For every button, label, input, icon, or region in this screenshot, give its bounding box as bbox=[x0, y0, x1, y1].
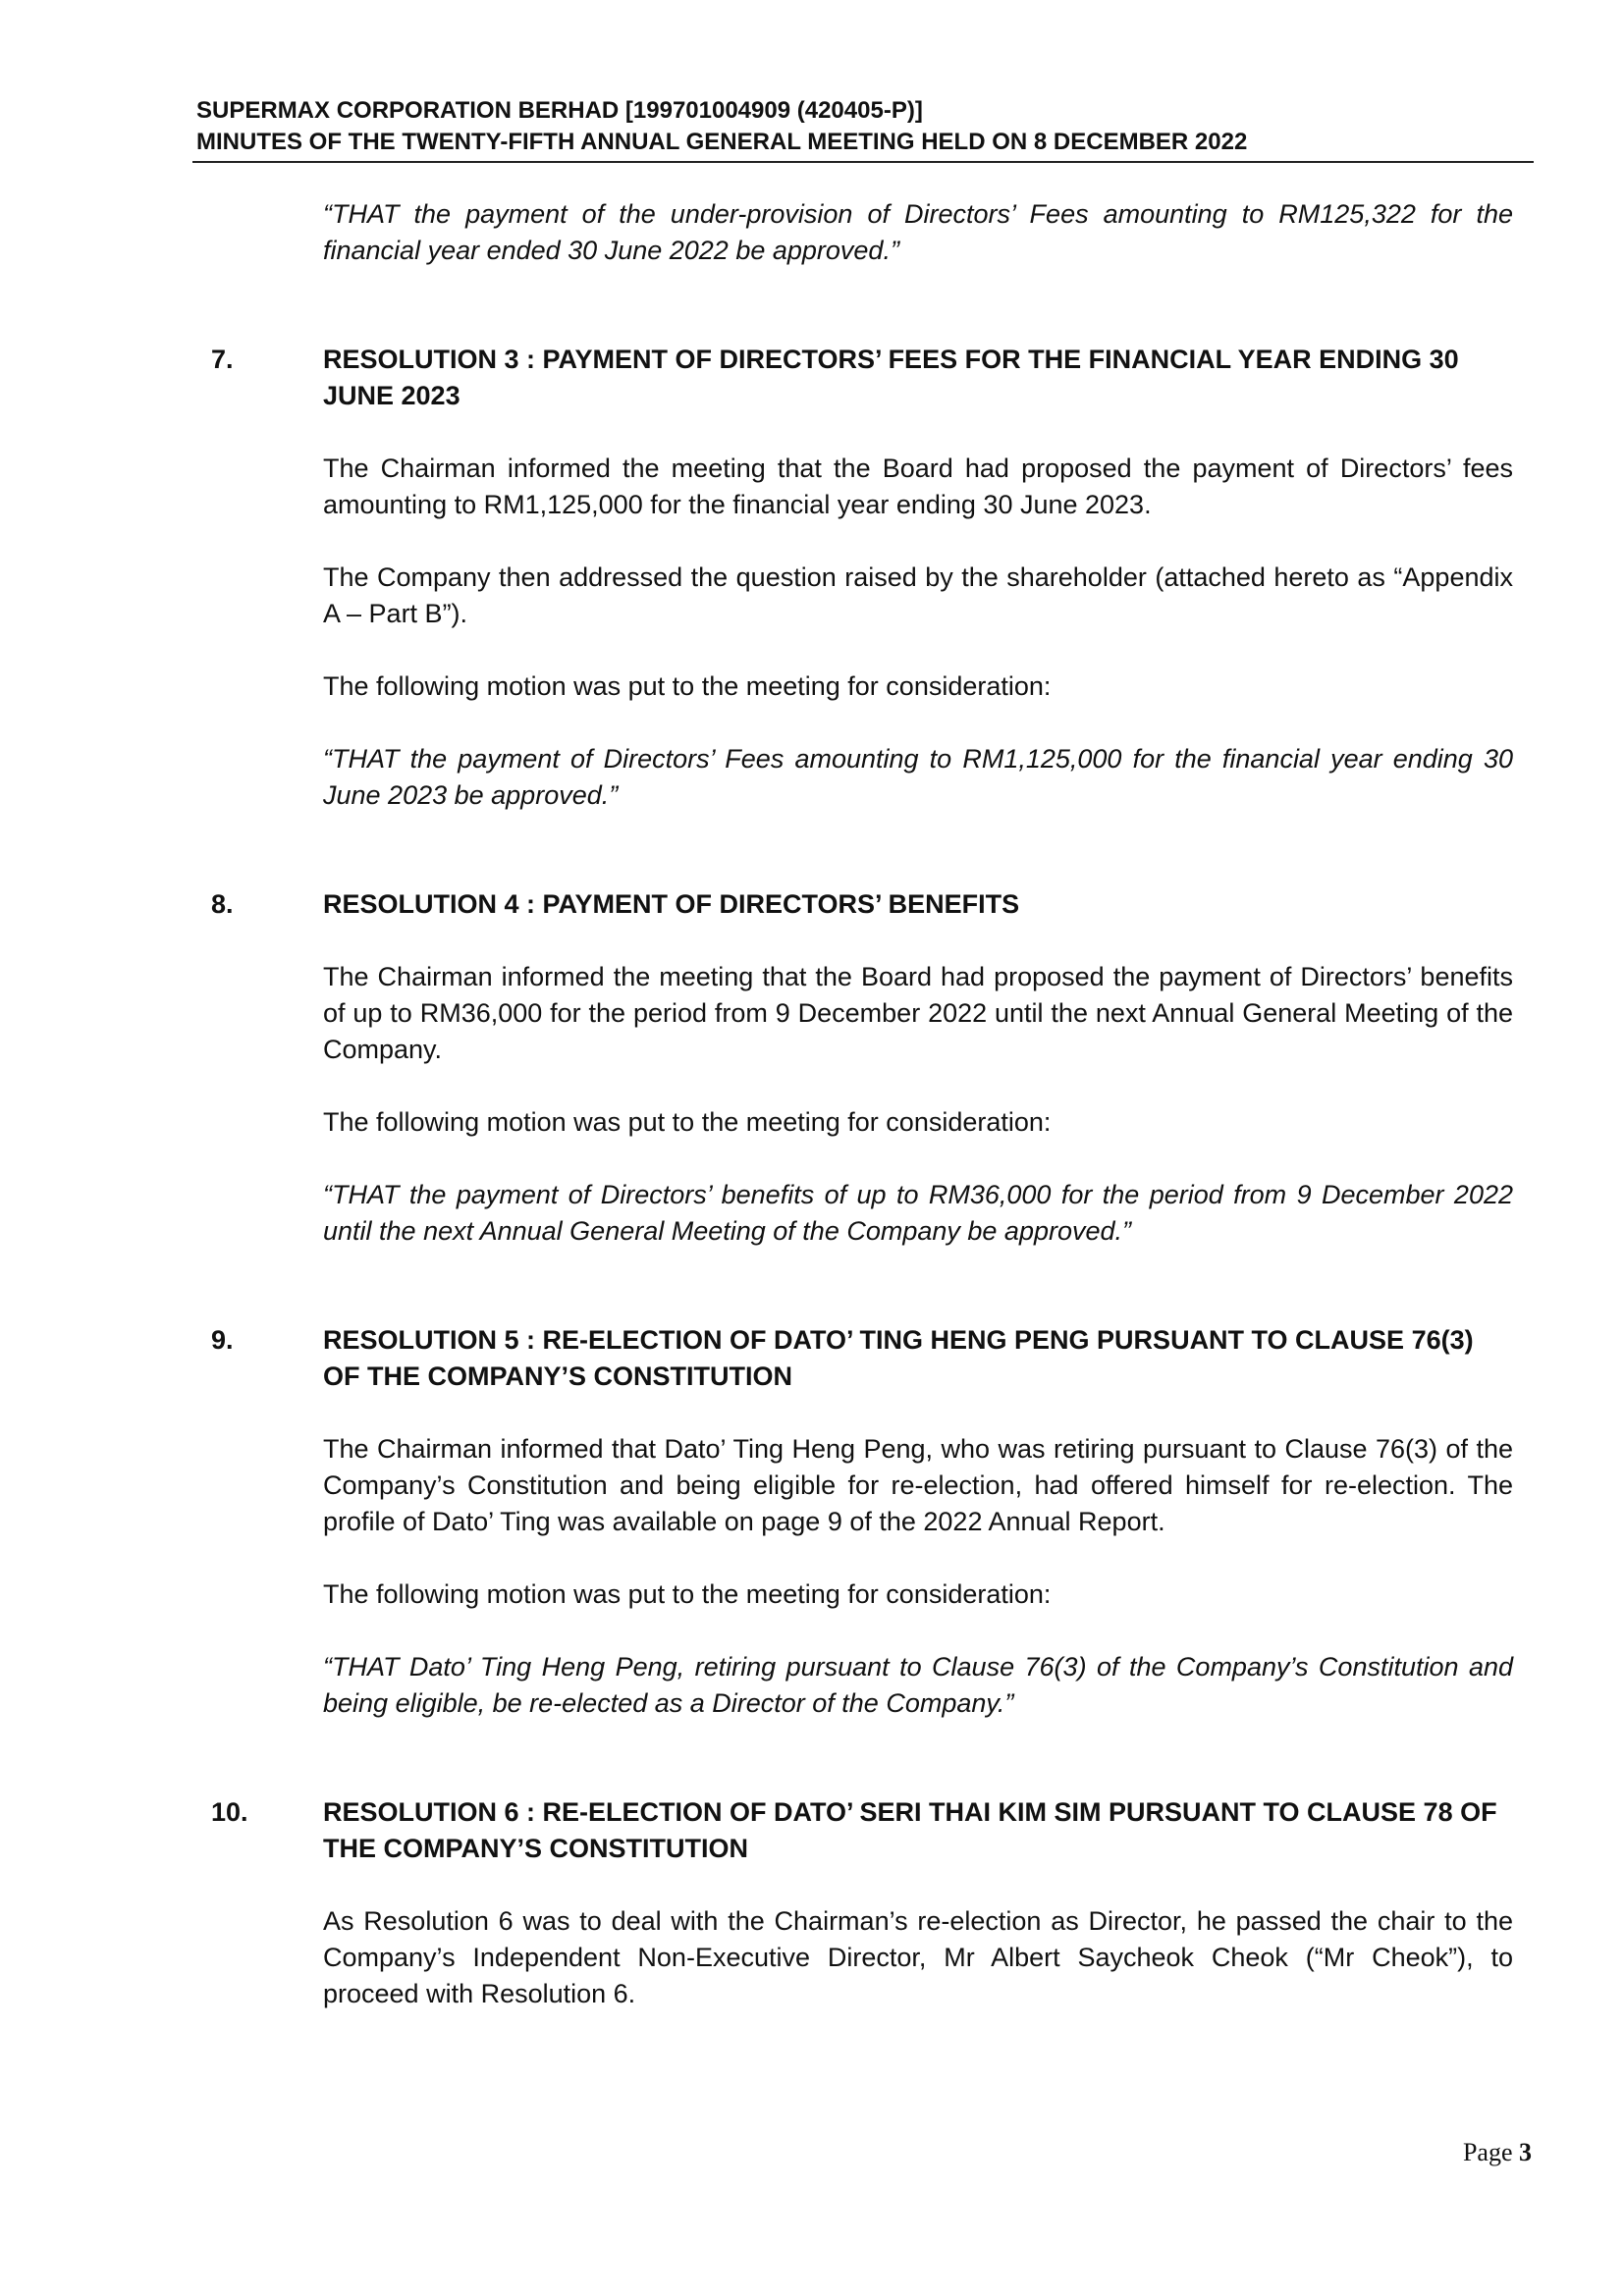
section-9-title: RESOLUTION 5 : RE-ELECTION OF DATO’ TING HENG PENG PURSUANT TO CLAUSE 76(3) OF THE COMPANY’S CONSTITUTION bbox=[323, 1325, 1474, 1391]
section-10-number: 10. bbox=[211, 1797, 248, 1827]
section-9-number: 9. bbox=[211, 1325, 234, 1355]
page-footer bbox=[1463, 2138, 1532, 2167]
section-7-title: RESOLUTION 3 : PAYMENT OF DIRECTORS’ FEES FOR THE FINANCIAL YEAR ENDING 30 JUNE 2023 bbox=[323, 345, 1459, 410]
page-label: Page bbox=[1462, 2138, 1513, 2166]
intro-motion: “THAT the payment of the under-provision of Directors’ Fees amounting to RM125,322 for the financial year ended 30 June 2022 be approved.” bbox=[323, 199, 1513, 265]
header-divider bbox=[192, 161, 1534, 163]
section-7-motion: “THAT the payment of Directors’ Fees amounting to RM1,125,000 for the financial year ending 30 June 2023 be approved.” bbox=[323, 744, 1513, 810]
section-8-title: RESOLUTION 4 : PAYMENT OF DIRECTORS’ BENEFITS bbox=[323, 889, 1020, 919]
section-7-paragraph-2: The Company then addressed the question raised by the shareholder (attached hereto as “Appendix A – Part B”). bbox=[323, 562, 1513, 628]
section-10-title: RESOLUTION 6 : RE-ELECTION OF DATO’ SERI THAI KIM SIM PURSUANT TO CLAUSE 78 OF THE COMPANY’S CONSTITUTION bbox=[323, 1797, 1497, 1863]
header-minutes-line: MINUTES OF THE TWENTY-FIFTH ANNUAL GENERAL MEETING HELD ON 8 DECEMBER 2022 bbox=[196, 129, 1248, 155]
section-9-motion: “THAT Dato’ Ting Heng Peng, retiring pursuant to Clause 76(3) of the Company’s Constitution and being eligible, be re-elected as a Director of the Company.” bbox=[323, 1652, 1513, 1718]
document-header bbox=[196, 95, 1532, 158]
section-10-paragraph-1: As Resolution 6 was to deal with the Chairman’s re-election as Director, he passed the chair to the Company’s Independent Non-Executive Director, Mr Albert Saycheok Cheok (“Mr Cheok”), to proceed with Resolution 6. bbox=[323, 1906, 1513, 2008]
section-9-paragraph-1: The Chairman informed that Dato’ Ting Heng Peng, who was retiring pursuant to Clause 76(3) of the Company’s Constitution and being eligible for re-election, had offered himself for re-election. The profile of Dato’ Ting was available on page 9 of the 2022 Annual Report. bbox=[323, 1434, 1513, 1536]
header-company-line: SUPERMAX CORPORATION BERHAD [199701004909 (420405-P)] bbox=[196, 97, 923, 124]
section-8-motion: “THAT the payment of Directors’ benefits of up to RM36,000 for the period from 9 December 2022 until the next Annual General Meeting of the Company be approved.” bbox=[323, 1180, 1513, 1246]
section-8-number: 8. bbox=[211, 889, 234, 919]
section-7-paragraph-3: The following motion was put to the meeting for consideration: bbox=[323, 671, 1052, 701]
section-9-paragraph-2: The following motion was put to the meeting for consideration: bbox=[323, 1579, 1052, 1609]
section-7-number: 7. bbox=[211, 345, 234, 374]
section-7-paragraph-1: The Chairman informed the meeting that the Board had proposed the payment of Directors’ fees amounting to RM1,125,000 for the financial year ending 30 June 2023. bbox=[323, 454, 1513, 519]
page-number: 3 bbox=[1519, 2138, 1532, 2166]
section-8-paragraph-2: The following motion was put to the meeting for consideration: bbox=[323, 1107, 1052, 1137]
section-8-paragraph-1: The Chairman informed the meeting that the Board had proposed the payment of Directors’ benefits of up to RM36,000 for the period from 9 December 2022 until the next Annual General Meeting of the Company. bbox=[323, 962, 1513, 1064]
